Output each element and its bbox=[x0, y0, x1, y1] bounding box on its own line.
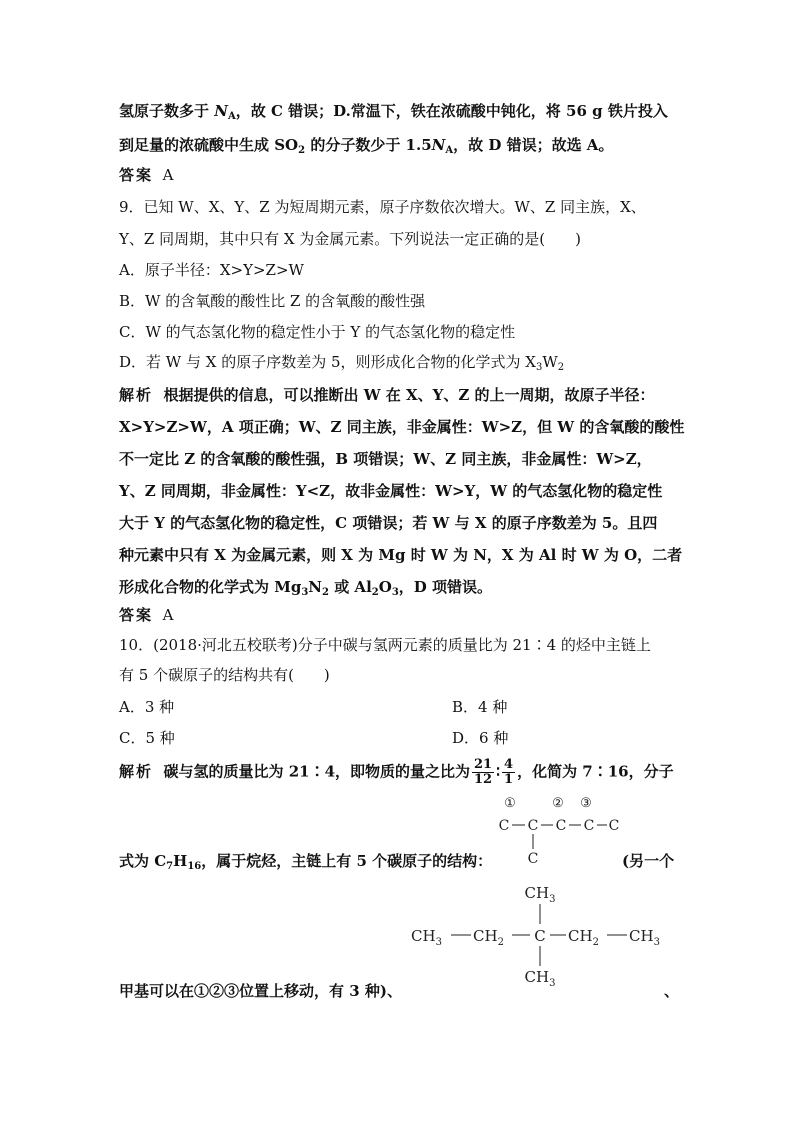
position-marker-2: ② bbox=[552, 796, 564, 811]
fraction-numerator: 4 bbox=[504, 757, 514, 772]
subscript: 3 bbox=[391, 587, 399, 598]
text-fragment: H bbox=[173, 852, 188, 870]
subscript: 2 bbox=[557, 362, 565, 373]
methyl-group-left: $CH_3$ bbox=[411, 927, 442, 948]
q9-option-c: C．W 的气态氢化物的稳定性小于 Y 的气态氢化物的稳定性 bbox=[119, 323, 516, 341]
carbon-atom: C bbox=[555, 818, 567, 834]
subscript: 2 bbox=[322, 587, 329, 598]
carbon-atom: C bbox=[527, 818, 539, 834]
fraction-numerator: 21 bbox=[474, 757, 493, 772]
q9-option-a: A．原子半径：X>Y>Z>W bbox=[119, 261, 304, 279]
text-fragment: W bbox=[542, 353, 558, 371]
solution-label: 解析 bbox=[119, 386, 154, 404]
q9-stem-line-1: 9．已知 W、X、Y、Z 为短周期元素，原子序数依次增大。W、Z 同主族，X、 bbox=[119, 198, 646, 216]
subscript: 7 bbox=[166, 861, 174, 872]
methylene-group-left: $CH_2$ bbox=[473, 927, 504, 948]
fraction-4-1 bbox=[502, 758, 515, 787]
text-fragment: N bbox=[214, 102, 228, 120]
answer-value: A bbox=[162, 606, 174, 624]
structure-formula-2 bbox=[405, 876, 675, 992]
q10-option-d: D．6 种 bbox=[452, 729, 509, 747]
q9-stem-line-2: Y、Z 同周期，其中只有 X 为金属元素。下列说法一定正确的是( ) bbox=[119, 230, 582, 248]
subscript: A bbox=[445, 145, 454, 156]
q10-stem-line-2: 有 5 个碳原子的结构共有( ) bbox=[119, 666, 330, 684]
subscript: 3 bbox=[535, 362, 543, 373]
subscript: 3 bbox=[301, 587, 309, 598]
text-fragment: 根据提供的信息，可以推断出 W 在 X、Y、Z 的上一周期，故原子半径： bbox=[163, 386, 655, 404]
answer-value: A bbox=[162, 166, 174, 184]
text-fragment: ，属于烷烃，主链上有 5 个碳原子的结构： bbox=[201, 852, 493, 870]
text-fragment: ，故 D 错误；故选 A。 bbox=[453, 136, 614, 154]
sol10-line-3-tail: 、 bbox=[664, 982, 680, 1000]
carbon-atom-branch: C bbox=[527, 851, 539, 867]
methyl-group-right: $CH_3$ bbox=[629, 927, 660, 948]
subscript: 2 bbox=[371, 587, 379, 598]
text-fragment: D．若 W 与 X 的原子序数差为 5，则形成化合物的化学式为 X bbox=[119, 353, 536, 371]
methyl-group-top: $CH_3$ bbox=[524, 884, 556, 905]
answer-line-1 bbox=[119, 164, 173, 186]
answer-label: 答案 bbox=[119, 166, 154, 184]
fraction-21-12 bbox=[472, 758, 494, 787]
sol9-line-1 bbox=[119, 384, 655, 406]
sol9-line-4: Y、Z 同周期，非金属性：Y<Z，故非金属性：W>Y，W 的气态氢化物的稳定性 bbox=[119, 482, 663, 500]
structure-formula-1 bbox=[495, 796, 625, 868]
sol9-line-5: 大于 Y 的气态氢化物的稳定性，C 项错误；若 W 与 X 的原子序数差为 5。且四 bbox=[119, 514, 658, 532]
methylene-group-right: $CH_2$ bbox=[568, 927, 599, 948]
q9-option-d bbox=[119, 351, 564, 373]
text-fragment: N bbox=[431, 136, 446, 154]
position-marker-1: ① bbox=[504, 796, 516, 811]
sol10-line-2-tail: (另一个 bbox=[622, 852, 675, 870]
text-fragment: 的分子数少于 1.5 bbox=[305, 136, 432, 154]
q9-option-b: B．W 的含氧酸的酸性比 Z 的含氧酸的酸性强 bbox=[119, 292, 426, 310]
subscript: A bbox=[227, 111, 236, 122]
q10-option-c: C．5 种 bbox=[119, 729, 175, 747]
sol10-line-3: 甲基可以在①②③位置上移动，有 3 种)、 bbox=[119, 982, 402, 1000]
sol10-line-2 bbox=[119, 850, 492, 872]
q10-option-b: B．4 种 bbox=[452, 698, 508, 716]
text-fragment: 形成化合物的化学式为 Mg bbox=[119, 578, 302, 596]
sol9-line-2: X>Y>Z>W，A 项正确；W、Z 同主族，非金属性：W>Z，但 W 的含氧酸的酸性 bbox=[119, 418, 685, 436]
sol9-line-7 bbox=[119, 576, 492, 598]
sol10-line-1 bbox=[119, 758, 674, 787]
answer-line-2 bbox=[119, 604, 173, 626]
quaternary-carbon: C bbox=[534, 927, 546, 945]
q10-stem-line-1: 10．(2018·河北五校联考)分子中碳与氢两元素的质量比为 21∶4 的烃中主链上 bbox=[119, 636, 651, 654]
position-marker-3: ③ bbox=[580, 796, 592, 811]
solution-label: 解析 bbox=[119, 762, 154, 781]
fraction-denominator: 12 bbox=[474, 772, 493, 787]
text-fragment: ，D 项错误。 bbox=[398, 578, 493, 596]
q10-option-a: A．3 种 bbox=[119, 698, 175, 716]
sol9-line-3: 不一定比 Z 的含氧酸的酸性强，B 项错误；W、Z 同主族，非金属性：W>Z， bbox=[119, 450, 652, 468]
text-fragment: 氢原子数多于 bbox=[119, 102, 215, 120]
text-fragment: 式为 C bbox=[119, 852, 167, 870]
subscript: 2 bbox=[298, 145, 306, 156]
text-fragment: ，化简为 7∶16，分子 bbox=[517, 762, 674, 781]
carbon-atom: C bbox=[608, 818, 620, 834]
text-fragment: N bbox=[308, 578, 323, 596]
carbon-atom: C bbox=[498, 818, 510, 834]
text-fragment: 碳与氢的质量比为 21∶4，即物质的量之比为 bbox=[163, 762, 471, 781]
text-fragment: O bbox=[378, 578, 392, 596]
fraction-denominator: 1 bbox=[504, 772, 514, 787]
text-fragment: ，故 C 错误；D.常温下，铁在浓硫酸中钝化，将 56 g 铁片投入 bbox=[235, 102, 668, 120]
ratio-separator: ∶ bbox=[496, 762, 501, 781]
text-fragment: 到足量的浓硫酸中生成 SO bbox=[119, 136, 299, 154]
subscript: 16 bbox=[187, 861, 202, 872]
carbon-atom: C bbox=[583, 818, 595, 834]
text-line-1 bbox=[119, 100, 668, 122]
answer-label: 答案 bbox=[119, 606, 154, 624]
sol9-line-6: 种元素中只有 X 为金属元素，则 X 为 Mg 时 W 为 N，X 为 Al 时 W 为 O，二者 bbox=[119, 546, 683, 564]
methyl-group-bottom: $CH_3$ bbox=[524, 968, 556, 989]
text-line-2 bbox=[119, 134, 613, 156]
text-fragment: 或 Al bbox=[328, 578, 372, 596]
